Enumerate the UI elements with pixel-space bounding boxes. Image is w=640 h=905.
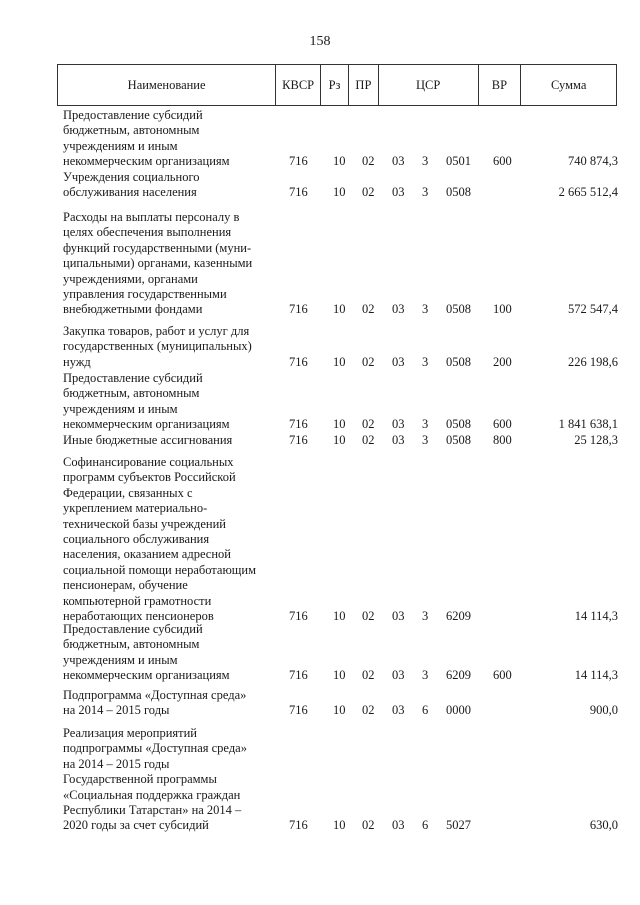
row-name-line: бюджетным, автономным: [63, 637, 200, 652]
row-name-line: «Социальная поддержка граждан: [63, 787, 241, 802]
row-kvsr: 716: [289, 818, 308, 833]
row-vr: 600: [493, 417, 512, 432]
row-name-line: компьютерной грамотности: [63, 593, 212, 608]
row-name-line: программ субъектов Российской: [63, 470, 236, 485]
page-number: 158: [309, 34, 331, 49]
row-csr-subprogram: 6: [422, 818, 429, 833]
row-csr-program: 03: [392, 417, 405, 432]
row-name-line: управления государственными: [63, 287, 227, 302]
row-csr-program: 03: [392, 354, 405, 369]
row-name-line: пенсионерам, обучение: [63, 578, 188, 593]
row-kvsr: 716: [289, 354, 308, 369]
row-sum: 740 874,3: [568, 154, 618, 169]
row-pr: 02: [362, 154, 375, 169]
row-name-line: Предоставление субсидий: [63, 371, 203, 385]
row-name-line: бюджетным, автономным: [63, 386, 200, 401]
row-csr-code: 6209: [446, 609, 471, 623]
row-csr-code: 0000: [446, 703, 471, 718]
row-pr: 02: [362, 185, 375, 200]
row-sum: 2 665 512,4: [558, 185, 618, 200]
row-kvsr: 716: [289, 433, 308, 447]
table-row: [0, 433, 640, 448]
row-name: [63, 622, 269, 684]
row-name-line: укреплением материально-: [63, 501, 208, 516]
table-row: [0, 726, 640, 834]
row-name: [63, 433, 269, 448]
row-name-line: на 2014 – 2015 годы: [63, 756, 170, 771]
row-csr-subprogram: 3: [422, 185, 429, 200]
table-row: [0, 455, 640, 624]
row-name-line: функций государственными (муни-: [63, 240, 252, 255]
row-rz: 10: [333, 609, 346, 623]
row-rz: 10: [333, 354, 346, 369]
row-sum: 1 841 638,1: [558, 417, 618, 432]
row-pr: 02: [362, 354, 375, 369]
row-name-line: некоммерческим организациям: [63, 154, 230, 169]
row-vr: 600: [493, 154, 512, 169]
row-name: [63, 726, 269, 834]
row-pr: 02: [362, 433, 375, 447]
row-csr-code: 0508: [446, 185, 471, 200]
table-row: [0, 324, 640, 370]
row-sum: 14 114,3: [574, 609, 618, 623]
row-name-line: населения, оказанием адресной: [63, 547, 231, 562]
row-csr-subprogram: 3: [422, 668, 429, 683]
row-csr-code: 0508: [446, 433, 471, 447]
row-csr-subprogram: 3: [422, 302, 429, 317]
row-name-line: внебюджетными фондами: [63, 302, 203, 317]
row-csr-code: 0508: [446, 354, 471, 369]
row-csr-program: 03: [392, 302, 405, 317]
row-name: [63, 108, 269, 170]
row-name-line: Предоставление субсидий: [63, 108, 203, 122]
row-csr-program: 03: [392, 703, 405, 718]
table-row: [0, 210, 640, 318]
row-kvsr: 716: [289, 609, 308, 623]
row-name-line: Предоставление субсидий: [63, 622, 203, 636]
row-kvsr: 716: [289, 185, 308, 200]
row-name-line: Подпрограмма «Доступная среда»: [63, 688, 247, 702]
row-kvsr: 716: [289, 417, 308, 432]
row-name-line: государственных (муниципальных): [63, 339, 252, 354]
row-name-line: социальной помощи неработающим: [63, 562, 257, 577]
row-sum: 14 114,3: [574, 668, 618, 683]
row-vr: 200: [493, 354, 512, 369]
row-name-line: Учреждения социального: [63, 170, 200, 184]
row-name-line: нужд: [63, 354, 91, 369]
row-name: [63, 371, 269, 433]
row-csr-code: 5027: [446, 818, 471, 833]
row-kvsr: 716: [289, 668, 308, 683]
row-name: [63, 324, 269, 370]
table-row: [0, 108, 640, 170]
row-csr-subprogram: 3: [422, 154, 429, 169]
table-row: [0, 371, 640, 433]
row-rz: 10: [333, 302, 346, 317]
row-csr-program: 03: [392, 609, 405, 623]
row-vr: 800: [493, 433, 512, 447]
row-pr: 02: [362, 703, 375, 718]
row-name-line: Расходы на выплаты персоналу в: [63, 210, 240, 224]
row-csr-code: 0508: [446, 302, 471, 317]
table-row: [0, 170, 640, 201]
row-vr: 100: [493, 302, 512, 317]
row-name-line: Федерации, связанных с: [63, 485, 193, 500]
row-sum: 630,0: [589, 818, 618, 833]
row-csr-program: 03: [392, 185, 405, 200]
row-csr-subprogram: 3: [422, 417, 429, 432]
row-name: [63, 170, 269, 201]
row-rz: 10: [333, 818, 346, 833]
row-csr-code: 0508: [446, 417, 471, 432]
row-sum: 900,0: [589, 703, 618, 718]
row-name-line: Закупка товаров, работ и услуг для: [63, 324, 250, 338]
row-name-line: учреждениям и иным: [63, 138, 178, 153]
row-name-line: Государственной программы: [63, 772, 217, 787]
row-rz: 10: [333, 185, 346, 200]
row-name-line: учреждениями, органами: [63, 271, 198, 286]
table-row: [0, 622, 640, 684]
row-name: [63, 688, 269, 719]
row-csr-code: 0501: [446, 154, 471, 169]
row-rz: 10: [333, 417, 346, 432]
row-vr: 600: [493, 668, 512, 683]
row-csr-subprogram: 3: [422, 433, 429, 447]
row-kvsr: 716: [289, 154, 308, 169]
row-name-line: 2020 годы за счет субсидий: [63, 818, 209, 833]
row-rz: 10: [333, 703, 346, 718]
row-pr: 02: [362, 609, 375, 623]
row-pr: 02: [362, 417, 375, 432]
table-row: [0, 688, 640, 719]
row-csr-subprogram: 6: [422, 703, 429, 718]
row-name-line: Иные бюджетные ассигнования: [63, 433, 233, 447]
row-pr: 02: [362, 818, 375, 833]
header-rz: Рз: [321, 65, 349, 105]
row-csr-subprogram: 3: [422, 609, 429, 623]
row-name: [63, 210, 269, 318]
row-name-line: бюджетным, автономным: [63, 123, 200, 138]
row-sum: 572 547,4: [568, 302, 618, 317]
row-csr-program: 03: [392, 154, 405, 169]
header-name: Наименование: [58, 65, 276, 105]
header-pr: ПР: [349, 65, 379, 105]
row-name-line: неработающих пенсионеров: [63, 609, 214, 624]
row-name-line: социального обслуживания: [63, 532, 210, 547]
row-csr-program: 03: [392, 818, 405, 833]
row-name-line: ципальными) органами, казенными: [63, 256, 253, 271]
row-name-line: целях обеспечения выполнения: [63, 225, 232, 240]
row-csr-code: 6209: [446, 668, 471, 683]
row-kvsr: 716: [289, 703, 308, 718]
row-kvsr: 716: [289, 302, 308, 317]
row-pr: 02: [362, 302, 375, 317]
table-header: [57, 64, 617, 106]
row-name-line: некоммерческим организациям: [63, 668, 230, 683]
row-csr-program: 03: [392, 433, 405, 447]
row-sum: 226 198,6: [568, 354, 618, 369]
row-name-line: Софинансирование социальных: [63, 455, 234, 469]
row-name-line: Республики Татарстан» на 2014 –: [63, 803, 242, 818]
row-name-line: технической базы учреждений: [63, 516, 226, 531]
header-csr: ЦСР: [379, 65, 479, 105]
row-rz: 10: [333, 668, 346, 683]
row-rz: 10: [333, 154, 346, 169]
row-name-line: подпрограммы «Доступная среда»: [63, 741, 247, 756]
row-name-line: некоммерческим организациям: [63, 417, 230, 432]
header-sum: Сумма: [550, 77, 587, 92]
row-name-line: на 2014 – 2015 годы: [63, 703, 170, 718]
row-name-line: учреждениям и иным: [63, 652, 178, 667]
row-name: [63, 455, 269, 624]
header-kvsr: КВСР: [276, 65, 321, 105]
row-sum: 25 128,3: [574, 433, 618, 447]
row-csr-program: 03: [392, 668, 405, 683]
row-rz: 10: [333, 433, 346, 447]
row-name-line: учреждениям и иным: [63, 401, 178, 416]
row-name-line: Реализация мероприятий: [63, 726, 197, 740]
row-pr: 02: [362, 668, 375, 683]
header-vr: ВР: [479, 65, 522, 105]
row-name-line: обслуживания населения: [63, 185, 197, 200]
row-csr-subprogram: 3: [422, 354, 429, 369]
